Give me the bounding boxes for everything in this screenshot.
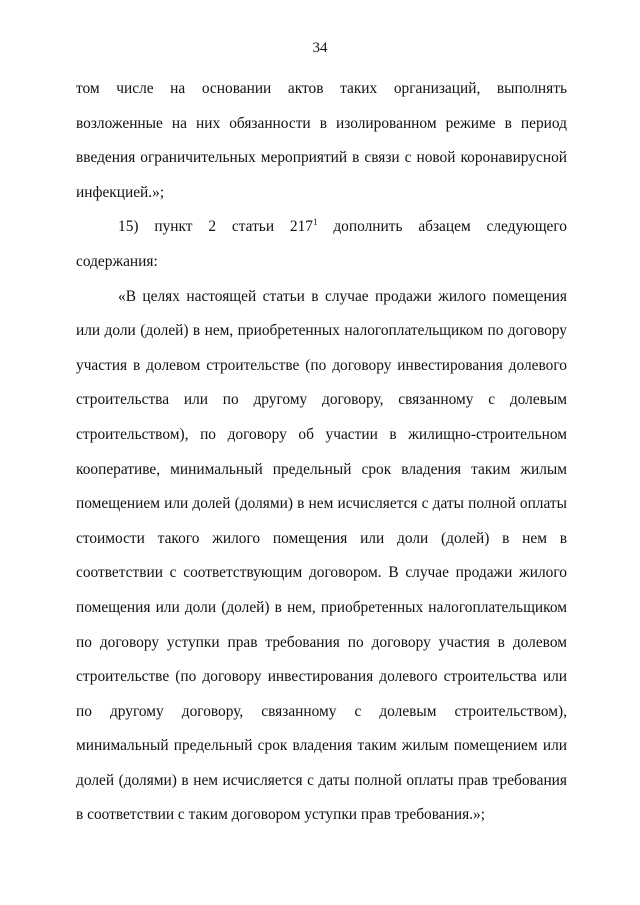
article-superscript: 1 [312,217,318,228]
paragraph-quoted-amendment: «В целях настоящей статьи в случае продажи жилого помещения или доли (долей) в нем, приобретенных налогоплательщиком по договору участия в долевом строительстве (по договору инвестирования долевого строительства или по другому договору, связанному с долевым строительством), по договору об участии в жилищно-строительном кооперативе, минимальный предельный срок владения таким жилым помещением или долей (долями) в нем исчисляется с даты полной оплаты стоимости такого жилого помещения или доли (долей) в нем в соответствии с соответствующим договором. В случае продажи жилого помещения или доли (долей) в нем, приобретенных налогоплательщиком по договору уступки прав требования по договору участия в долевом строительстве (по договору инвестирования долевого строительства или по другому договору, связанному с долевым строительством), минимальный предельный срок владения таким жилым помещением или долей (долями) в нем исчисляется с даты полной оплаты прав требования в соответствии с таким договором уступки прав требования.»; [76,287,567,824]
item-15-text-rest: дополнить абзацем следующего содержания: [76,218,568,270]
paragraph-item-15 [76,210,567,279]
item-15-text: 15) пункт 2 статьи 217 [118,218,313,236]
document-body [76,72,567,833]
paragraph-continuation: том числе на основании актов таких организаций, выполнять возложенные на них обязанности в изолированном режиме в период введения ограничительных мероприятий в связи с новой коронавирусной инфекцией.»; [76,80,567,201]
page-number: 34 [312,40,328,56]
